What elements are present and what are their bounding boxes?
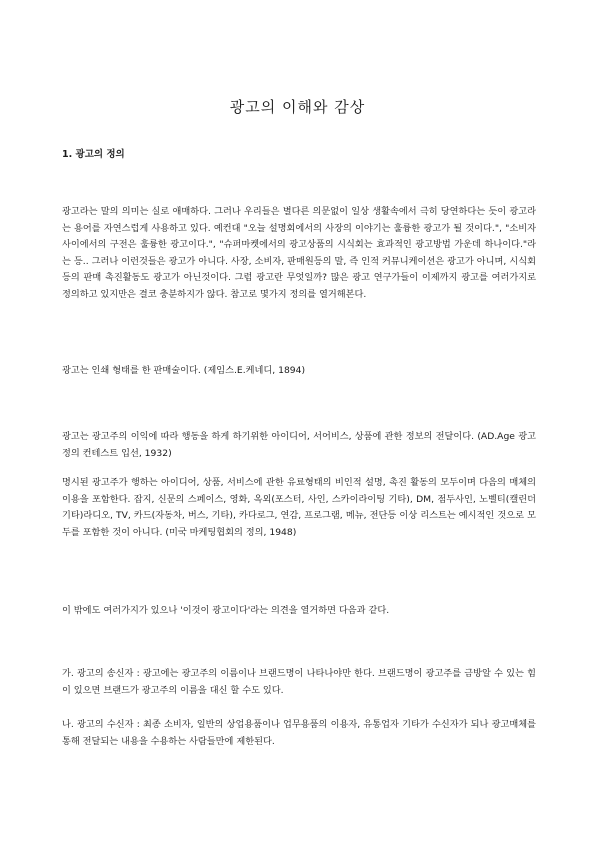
list-item-sender: 가. 광고의 송신자 : 광고에는 광고주의 이름이나 브랜드명이 나타나야만 한다. 브랜드명이 광고주를 금방알 수 있는 힘이 있으면 브랜드가 광고주의 이름을 대신 할 수도 있다. [62,668,536,696]
paragraph-definition-adage: 광고는 광고주의 이익에 따라 행동을 하게 하기위한 아이디어, 서어비스, 상품에 관한 정보의 전달이다. (AD.Age 광고정의 컨테스트 입선, 1932) [62,431,536,459]
paragraph-opinions-intro: 이 밖에도 여러가지가 있으나 '이것이 광고이다'라는 의견을 열거하면 다음과 같다. [62,605,390,616]
paragraph-definition-kennedy: 광고는 인쇄 형태를 한 판매술이다. (제임스.E.케네디, 1894) [62,365,306,376]
paragraph-intro: 광고라는 말의 의미는 실로 애매하다. 그러나 우리들은 별다른 의문없이 일상 생활속에서 극히 당연하다는 듯이 광고라는 용어를 자연스럽게 사용하고 있다. 예컨대 "오늘 설명회에서의 사장의 이야기는 훌륭한 광고가 될 것이다.", "소비자 사이에서의 구전은 훌륭한 광고이다.", "슈퍼마켓에서의 광고상품의 시식회는 효과적인 광고방법 가운데 하나이다."라는 등.. 그러나 이런것들은 광고가 아니다. 사장, 소비자, 판매원등의 말, 즉 인적 커뮤니케이션은 광고가 아니며, 시식회등의 판매 촉진활동도 광고가 아닌것이다. 그럼 광고란 무엇일까? 많은 광고 연구가들이 이제까지 광고를 여러가지로 정의하고 있지만은 결코 충분하지가 않다. 참고로 몇가지 정의를 열거해본다. [62,206,536,300]
document-title: 광고의 이해와 감상 [229,98,366,116]
paragraph-definition-ama: 명시된 광고주가 행하는 아이디어, 상품, 서비스에 관한 유료형태의 비인적 설명, 촉진 활동의 모두이며 다음의 매체의 이용을 포함한다. 잡지, 신문의 스페이스, 영화, 옥외(포스터, 사인, 스카이라이팅 기타), DM, 점두사인, 노벨티(캘린더 기타)라디오, TV, 카드(자동차, 버스, 기타), 카다로그, 연감, 프로그램, 메뉴, 전단등 이상 리스트는 예시적인 것으로 모두를 포함한 것이 아니다. (미국 마케팅협회의 정의, 1948) [62,477,536,538]
section-heading: 1. 광고의 정의 [62,149,125,160]
list-item-receiver: 나. 광고의 수신자 : 최종 소비자, 일반의 상업용품이나 업무용품의 이용자, 유통업자 기타가 수신자가 되나 광고매체를 통해 전달되는 내용을 수용하는 사람들만에 제한된다. [62,719,536,747]
